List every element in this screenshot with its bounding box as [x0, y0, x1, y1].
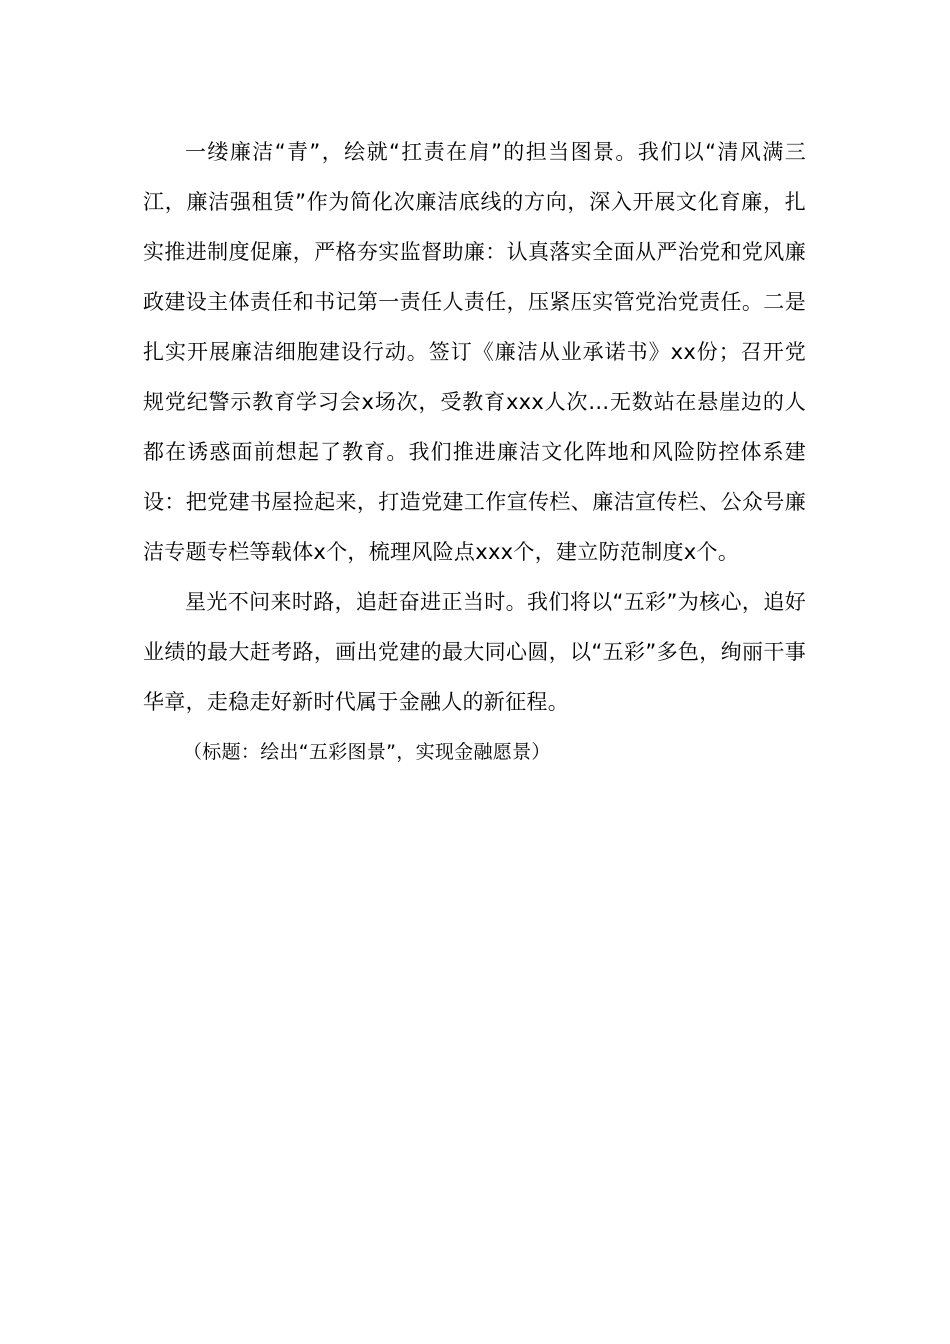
document-body — [143, 127, 806, 777]
title-note: （标题：绘出“五彩图景”，实现金融愿景） — [183, 741, 551, 763]
paragraph-integrity: 一缕廉洁“青”，绘就“扛责在肩”的担当图景。我们以“清风满三江，廉洁强租赁”作为简化次廉洁底线的方向，深入开展文化育廉，扎实推进制度促廉，严格夯实监督助廉：认真落实全面从严治党和党风廉政建设主体责任和书记第一责任人责任，压紧压实管党治党责任。二是扎实开展廉洁细胞建设行动。签订《廉洁从业承诺书》xx份；召开党规党纪警示教育学习会x场次，受教育xxx人次...无数站在悬崖边的人都在诱惑面前想起了教育。我们推进廉洁文化阵地和风险防控体系建设：把党建书屋捡起来，打造党建工作宣传栏、廉洁宣传栏、公众号廉洁专题专栏等载体x个，梳理风险点xxx个，建立防范制度x个。 — [143, 140, 806, 564]
paragraph-conclusion: 星光不问来时路，追赶奋进正当时。我们将以“五彩”为核心，追好业绩的最大赶考路，画出党建的最大同心圆，以“五彩”多色，绚丽干事华章，走稳走好新时代属于金融人的新征程。 — [143, 590, 806, 714]
